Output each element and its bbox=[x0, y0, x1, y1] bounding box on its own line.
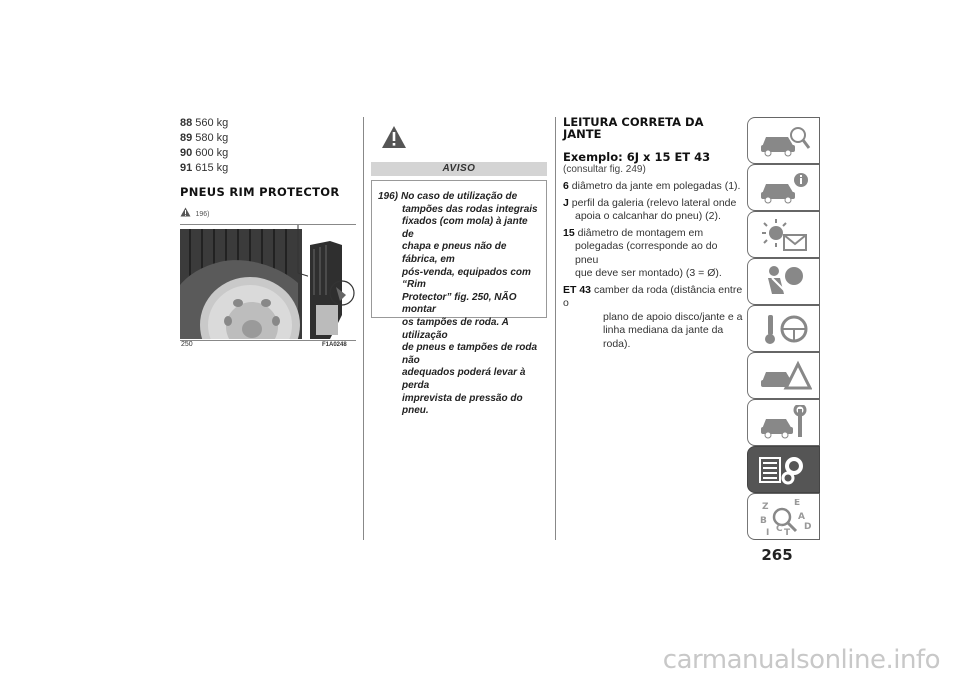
chapter-tab-maintenance[interactable] bbox=[747, 399, 820, 446]
warning-triangle-icon bbox=[381, 125, 407, 149]
svg-text:A: A bbox=[798, 512, 805, 522]
example-heading: Exemplo: 6J x 15 ET 43 bbox=[563, 150, 711, 164]
load-index-row: 89 580 kg bbox=[180, 132, 229, 144]
warning-header: AVISO bbox=[371, 162, 547, 176]
svg-text:T: T bbox=[784, 528, 791, 535]
svg-text:Z: Z bbox=[762, 502, 769, 512]
definition-item: J perfil da galeria (relevo lateral onde apoia o calcanhar do pneu) (2). bbox=[563, 196, 737, 222]
load-index-row: 91 615 kg bbox=[180, 162, 229, 174]
warning-reference bbox=[180, 203, 358, 221]
warning-number: 196) bbox=[378, 191, 399, 202]
figure-250 bbox=[180, 224, 356, 341]
chapter-tab-dashboard[interactable] bbox=[747, 211, 820, 258]
chapter-tab-safety[interactable] bbox=[747, 258, 820, 305]
warning-box bbox=[371, 180, 547, 417]
definition-item: ET 43 camber da roda (distância entre o plano de apoio disco/jante e a linha mediana da jante da roda). bbox=[563, 283, 743, 350]
load-index-row: 90 600 kg bbox=[180, 147, 229, 159]
figure-code: F1A0248 bbox=[322, 342, 347, 348]
watermark: carmanualsonline.info bbox=[662, 645, 940, 675]
section-title-rim-reading: LEITURA CORRETA DA JANTE bbox=[563, 115, 704, 141]
load-index-row: 88 560 kg bbox=[180, 117, 229, 129]
starting-driving-tab-icon bbox=[758, 311, 812, 347]
page-number: 265 bbox=[761, 546, 793, 564]
section-title-rim-protector: PNEUS RIM PROTECTOR bbox=[180, 185, 340, 199]
warning-text: 196) No caso de utilização de tampões das rodas integrais fixados (com mola) à jante de chapa e pneus não de fábrica, em pós-venda, equipados com “Rim Protector” fig. 250, NÃO montar os tampões de roda. A utilização de pneus e tampões de roda não adequados poderá levar à perda imprevista de pressão do pneu. bbox=[378, 191, 538, 417]
warning-ref-number: 196) bbox=[195, 211, 210, 218]
chapter-tab-index[interactable] bbox=[747, 493, 820, 540]
emergency-tab-icon bbox=[758, 358, 812, 394]
dashboard-warning-lights-tab-icon bbox=[758, 217, 812, 253]
index-tab-icon bbox=[758, 499, 812, 535]
load-index-list bbox=[180, 116, 358, 176]
definition-item: 15 diâmetro de montagem em polegadas (corresponde ao do pneu que deve ser montado) (3 = Ø). bbox=[563, 226, 722, 279]
chapter-tab-car-knowledge[interactable] bbox=[747, 117, 820, 164]
example-reference: (consultar fig. 249) bbox=[563, 164, 646, 175]
tyre-rim-protector-illustration bbox=[180, 225, 356, 339]
column-3 bbox=[563, 116, 743, 354]
chapter-tab-car-info[interactable] bbox=[747, 164, 820, 211]
chapter-tab-technical-data[interactable] bbox=[747, 446, 820, 493]
column-divider-2 bbox=[555, 117, 556, 540]
technical-data-tab-icon bbox=[758, 452, 812, 488]
column-divider-1 bbox=[363, 117, 364, 540]
warning-triangle-icon bbox=[180, 207, 191, 217]
svg-text:E: E bbox=[794, 499, 801, 508]
column-1 bbox=[180, 116, 358, 221]
svg-text:I: I bbox=[766, 528, 770, 535]
safety-tab-icon bbox=[758, 264, 812, 300]
svg-text:B: B bbox=[760, 516, 767, 526]
definition-item: 6 diâmetro da jante em polegadas (1). bbox=[563, 180, 741, 192]
figure-number: 250 bbox=[181, 341, 193, 348]
svg-text:D: D bbox=[804, 522, 812, 532]
chapter-tab-emergency[interactable] bbox=[747, 352, 820, 399]
car-info-tab-icon bbox=[758, 170, 812, 206]
svg-text:C: C bbox=[776, 524, 783, 534]
maintenance-tab-icon bbox=[758, 405, 812, 441]
car-knowledge-tab-icon bbox=[758, 123, 812, 159]
chapter-tab-starting-driving[interactable] bbox=[747, 305, 820, 352]
